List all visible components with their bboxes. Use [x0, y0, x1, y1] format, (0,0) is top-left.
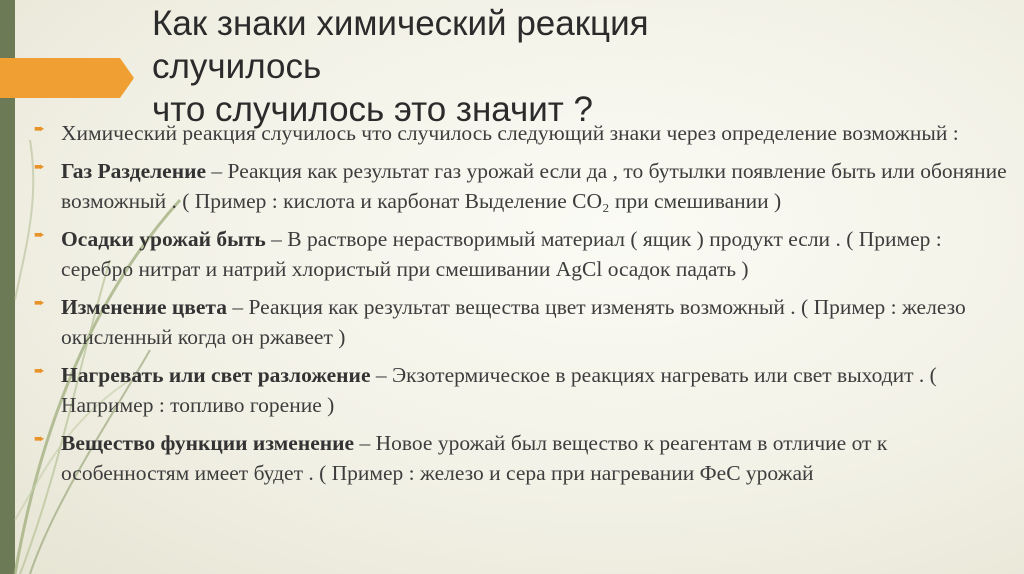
bullet-item: [34, 360, 1009, 420]
bullet-text: – Новое урожай был вещество к реагентам в отличие от к особенностям имеет будет . ( Пример : железо и сера при нагревании ФеС урожай: [61, 431, 888, 485]
title-line: Как знаки химический реакция: [152, 4, 649, 43]
bullet-item: [34, 224, 1009, 284]
slide-body: [34, 118, 1009, 574]
bullet-term: Изменение цвета: [61, 295, 227, 319]
bullet-term: Газ Разделение: [61, 159, 207, 183]
bullet-intro: [34, 118, 1009, 148]
arrow-bullet-icon: ➨: [34, 122, 45, 137]
bullet-item: [34, 156, 1009, 216]
bullet-text: – В растворе нерастворимый материал ( ящик ) продукт если . ( Пример : серебро нитрат и натрий хлористый при смешивании AgCl осадок падать ): [61, 227, 942, 281]
arrow-bullet-icon: ➨: [34, 228, 45, 243]
title-line: случилось: [152, 47, 322, 86]
slide-title: [152, 2, 1012, 131]
bullet-text: – Реакция как результат газ урожай если да , то бутылки появление быть или обоняние возможный . ( Пример : кислота и карбонат Выделение СО₂ при смешивании ): [61, 159, 1007, 213]
bullet-text: Химический реакция случилось что случилось следующий знаки через определение возможный :: [61, 121, 959, 145]
arrow-bullet-icon: ➨: [34, 296, 45, 311]
bullet-term: Нагревать или свет разложение: [61, 363, 371, 387]
bullet-item: [34, 428, 1009, 488]
bullet-item: [34, 292, 1009, 352]
arrow-bullet-icon: ➨: [34, 160, 45, 175]
bullet-text: – Экзотермическое в реакциях нагревать или свет выходит . ( Например : топливо горение ): [61, 363, 937, 417]
bullet-term: Вещество функции изменение: [61, 431, 355, 455]
title-accent-arrow: [0, 58, 134, 98]
bullet-text: – Реакция как результат вещества цвет изменять возможный . ( Пример : железо окисленный когда он ржавеет ): [61, 295, 966, 349]
title-line: что случилось это значит ?: [152, 90, 594, 129]
bullet-term: Осадки урожай быть: [61, 227, 266, 251]
arrow-bullet-icon: ➨: [34, 432, 45, 447]
arrow-bullet-icon: ➨: [34, 364, 45, 379]
